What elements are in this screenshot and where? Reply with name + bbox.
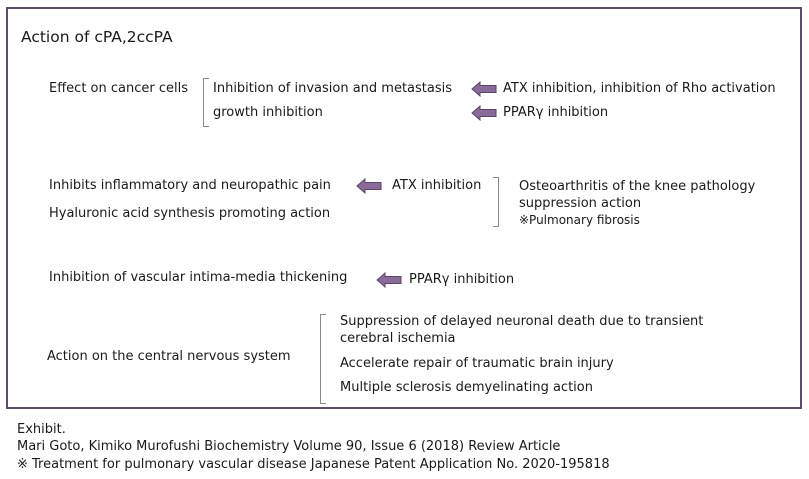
- inflammation-mechanism: ATX inhibition: [392, 178, 482, 193]
- diagram-title: Action of cPA,2ccPA: [21, 28, 173, 46]
- inflammation-effect-1: Inhibits inflammatory and neuropathic pain: [49, 178, 331, 193]
- vascular-mechanism: PPARγ inhibition: [409, 272, 515, 287]
- inflammation-brace: [493, 177, 499, 227]
- footer-exhibit: Exhibit.: [17, 422, 66, 437]
- cns-item-2: Accelerate repair of traumatic brain injury: [340, 356, 614, 371]
- inflammation-effect-2: Hyaluronic acid synthesis promoting action: [49, 206, 331, 221]
- vascular-effect: Inhibition of vascular intima-media thickening: [49, 270, 348, 285]
- left-arrow-icon: [376, 272, 402, 288]
- cns-label: Action on the central nervous system: [47, 349, 291, 364]
- cancer-effect-2: growth inhibition: [213, 105, 323, 120]
- cns-brace: [320, 314, 326, 404]
- cancer-label: Effect on cancer cells: [49, 81, 188, 96]
- cns-item-3: Multiple sclerosis demyelinating action: [340, 380, 593, 395]
- cancer-effect-1: Inhibition of invasion and metastasis: [213, 81, 453, 96]
- left-arrow-icon: [356, 178, 382, 194]
- footer-patent: ※ Treatment for pulmonary vascular disease Japanese Patent Application No. 2020-195818: [17, 457, 610, 472]
- cancer-mechanism-1: ATX inhibition, inhibition of Rho activation: [503, 81, 776, 96]
- inflammation-outcome-line1: Osteoarthritis of the knee pathology: [519, 179, 756, 194]
- inflammation-outcome-line2: suppression action: [519, 196, 642, 211]
- footer-citation: Mari Goto, Kimiko Murofushi Biochemistry Volume 90, Issue 6 (2018) Review Article: [17, 439, 561, 454]
- cns-item-1: Suppression of delayed neuronal death due to transient cerebral ischemia: [340, 314, 704, 346]
- left-arrow-icon: [471, 105, 497, 121]
- left-arrow-icon: [471, 81, 497, 97]
- inflammation-note: ※Pulmonary fibrosis: [519, 213, 640, 227]
- cancer-mechanism-2: PPARγ inhibition: [503, 105, 609, 120]
- cancer-brace: [203, 78, 209, 127]
